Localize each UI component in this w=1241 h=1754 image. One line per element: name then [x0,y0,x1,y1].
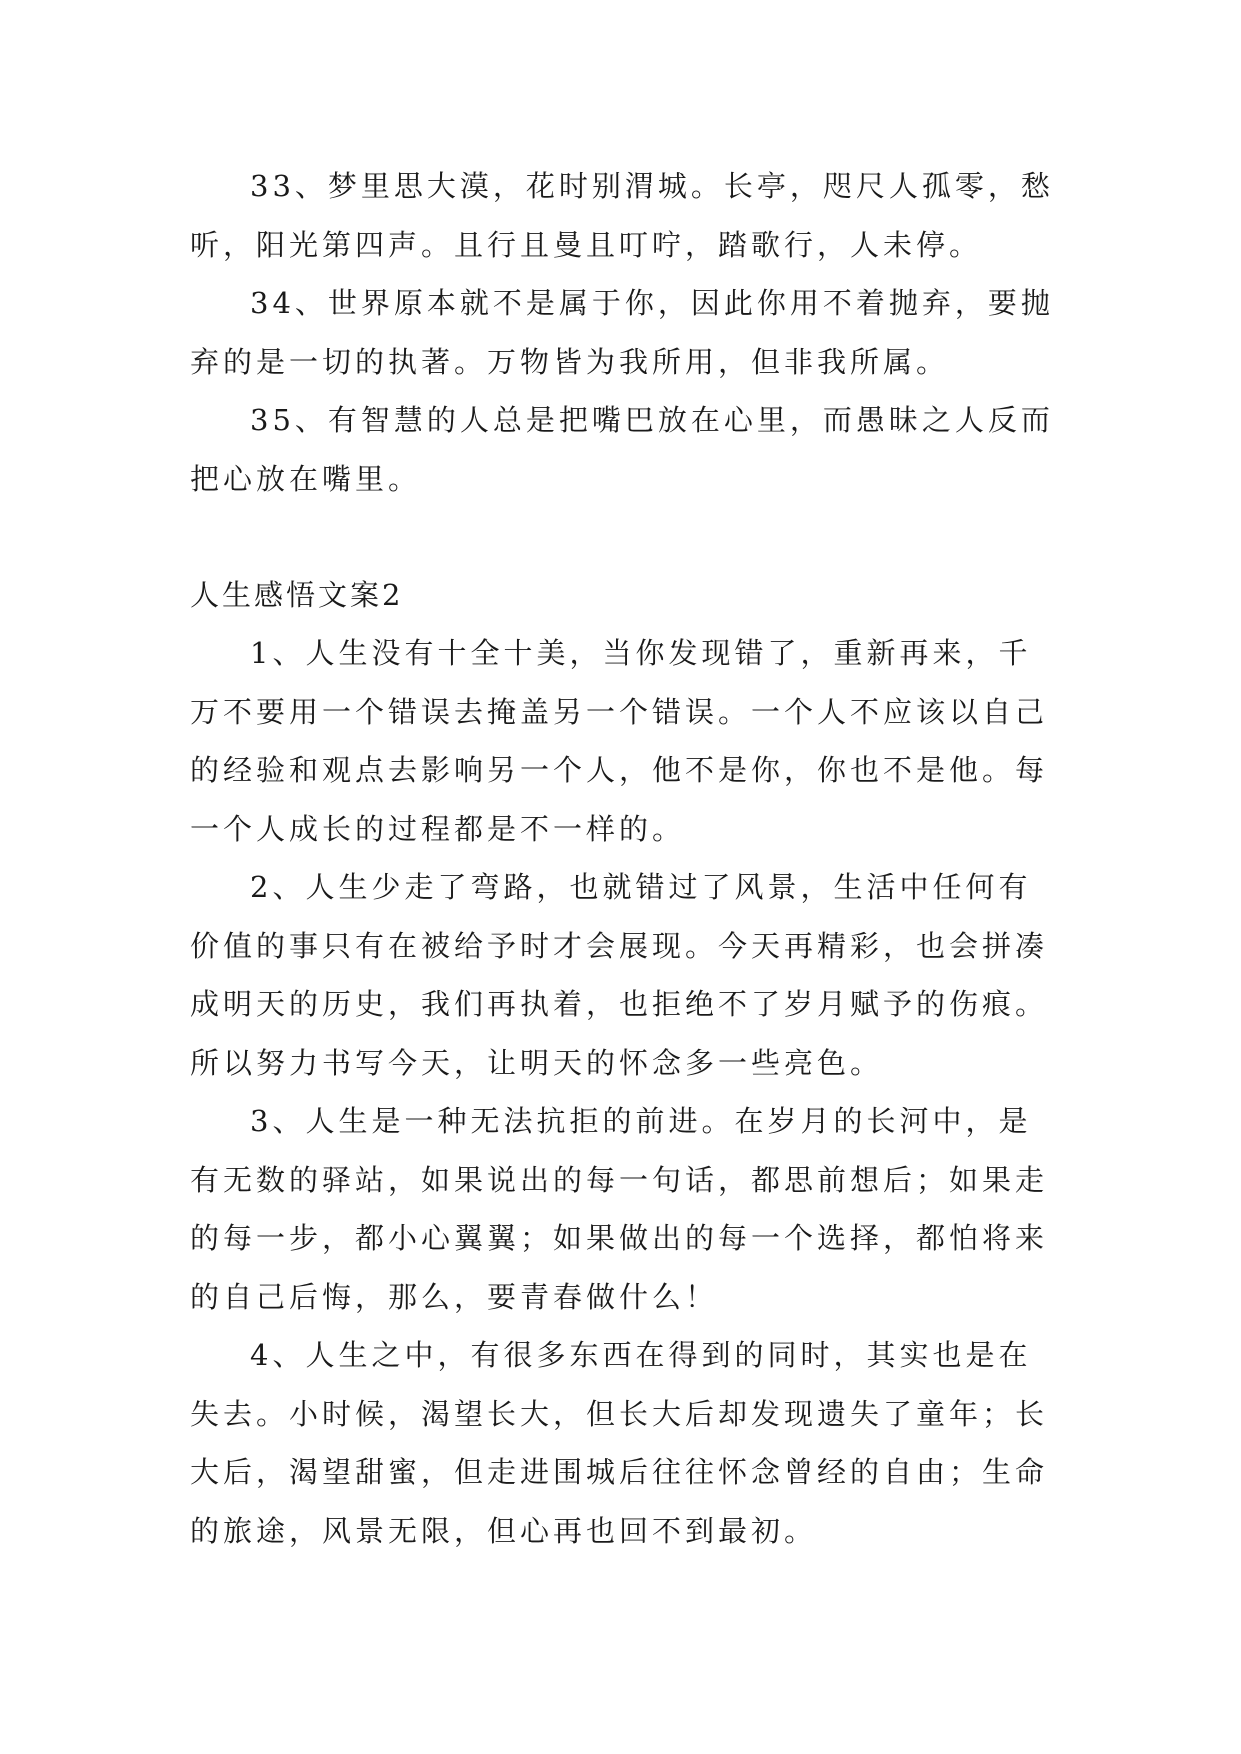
paragraph-2-line-1: 2、人生少走了弯路，也就错过了风景，生活中任何有 [250,870,1032,904]
paragraph-1-line-3: 的经验和观点去影响另一个人，他不是你，你也不是他。每 [190,753,1049,787]
paragraph-4-line-3: 大后，渴望甜蜜，但走进围城后往往怀念曾经的自由；生命 [190,1455,1049,1489]
paragraph-33-line-1: 33、梦里思大漠，花时别渭城。长亭，咫尺人孤零，愁 [250,169,1054,203]
paragraph-34-line-1: 34、世界原本就不是属于你，因此你用不着抛弃，要抛 [250,286,1054,320]
paragraph-3-line-4: 的自己后悔，那么，要青春做什么！ [190,1280,719,1314]
paragraph-2-line-2: 价值的事只有在被给予时才会展现。今天再精彩，也会拼凑 [190,929,1049,963]
paragraph-34-line-2: 弃的是一切的执著。万物皆为我所用，但非我所属。 [190,345,950,379]
paragraph-35-line-1: 35、有智慧的人总是把嘴巴放在心里，而愚昧之人反而 [250,403,1054,437]
paragraph-2-line-4: 所以努力书写今天，让明天的怀念多一些亮色。 [190,1046,884,1080]
paragraph-1-line-1: 1、人生没有十全十美，当你发现错了，重新再来，千 [250,636,1032,670]
paragraph-4-line-2: 失去。小时候，渴望长大，但长大后却发现遗失了童年；长 [190,1397,1049,1431]
paragraph-3-line-3: 的每一步，都小心翼翼；如果做出的每一个选择，都怕将来 [190,1221,1049,1255]
paragraph-1-line-4: 一个人成长的过程都是不一样的。 [190,812,686,846]
paragraph-4-line-4: 的旅途，风景无限，但心再也回不到最初。 [190,1514,818,1548]
paragraph-2-line-3: 成明天的历史，我们再执着，也拒绝不了岁月赋予的伤痕。 [190,987,1049,1021]
paragraph-3-line-1: 3、人生是一种无法抗拒的前进。在岁月的长河中，是 [250,1104,1032,1138]
paragraph-33-line-2: 听，阳光第四声。且行且曼且叮咛，踏歌行，人未停。 [190,228,983,262]
paragraph-1-line-2: 万不要用一个错误去掩盖另一个错误。一个人不应该以自己 [190,695,1049,729]
paragraph-3-line-2: 有无数的驿站，如果说出的每一句话，都思前想后；如果走 [190,1163,1049,1197]
paragraph-35-line-2: 把心放在嘴里。 [190,462,422,496]
paragraph-4-line-1: 4、人生之中，有很多东西在得到的同时，其实也是在 [250,1338,1032,1372]
section-title: 人生感悟文案2 [190,578,404,612]
